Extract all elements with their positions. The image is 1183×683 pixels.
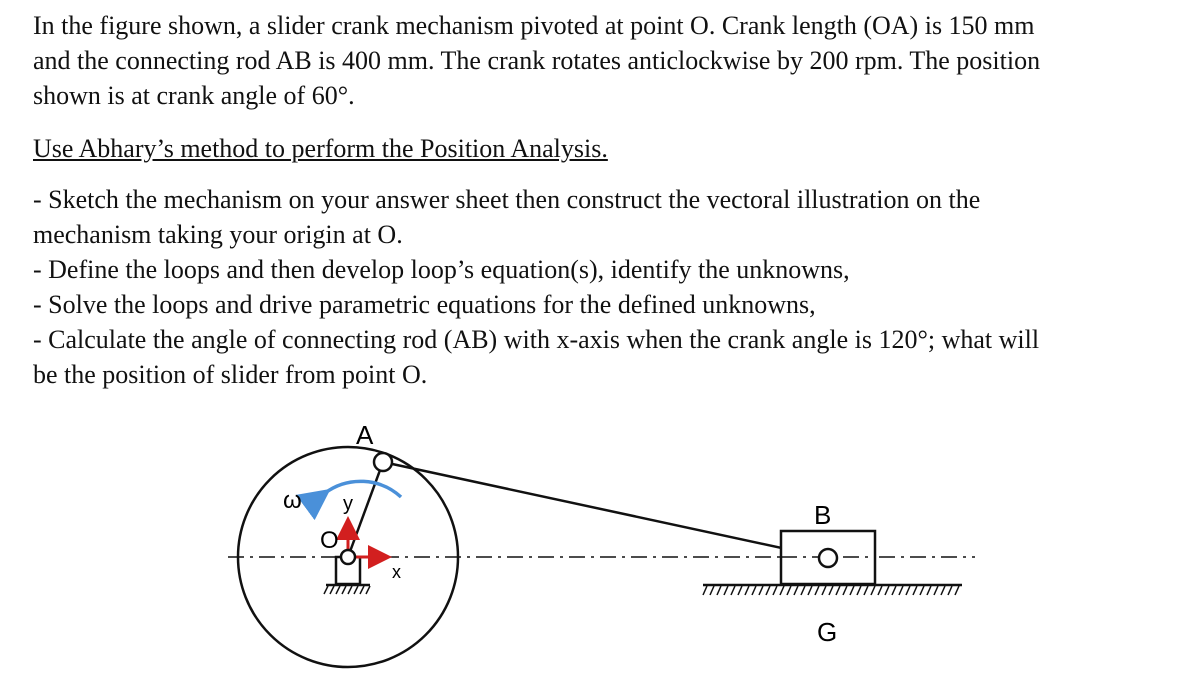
label-x: x — [392, 562, 401, 582]
task-line-6: be the position of slider from point O. — [33, 360, 428, 389]
label-a: A — [356, 420, 374, 450]
task-line-3: - Define the loops and then develop loop’s equation(s), identify the unknowns, — [33, 255, 850, 284]
label-omega: ω — [283, 487, 302, 514]
slider-ground — [703, 585, 962, 595]
task-line-2: mechanism taking your origin at O. — [33, 220, 403, 249]
connecting-rod-ab — [383, 462, 828, 558]
label-y: y — [343, 493, 353, 515]
joint-a — [374, 453, 392, 471]
label-g: G — [817, 617, 838, 647]
label-o: O — [320, 527, 339, 554]
crank-oa — [348, 462, 383, 557]
intro-line-3: shown is at crank angle of 60°. — [33, 81, 355, 110]
rotation-arrow — [325, 481, 401, 497]
label-b: B — [814, 500, 832, 530]
intro-line-1: In the figure shown, a slider crank mechanism pivoted at point O. Crank length (OA) is 150 mm — [33, 11, 1035, 40]
joint-o — [341, 550, 355, 564]
task-line-5: - Calculate the angle of connecting rod (AB) with x-axis when the crank angle is 120°; what will — [33, 325, 1040, 354]
method-heading: Use Abhary’s method to perform the Position Analysis. — [33, 134, 608, 163]
joint-b — [819, 549, 837, 567]
task-line-1: - Sketch the mechanism on your answer sheet then construct the vectoral illustration on the — [33, 185, 981, 214]
task-line-4: - Solve the loops and drive parametric equations for the defined unknowns, — [33, 290, 816, 319]
intro-line-2: and the connecting rod AB is 400 mm. The crank rotates anticlockwise by 200 rpm. The position — [33, 46, 1041, 75]
